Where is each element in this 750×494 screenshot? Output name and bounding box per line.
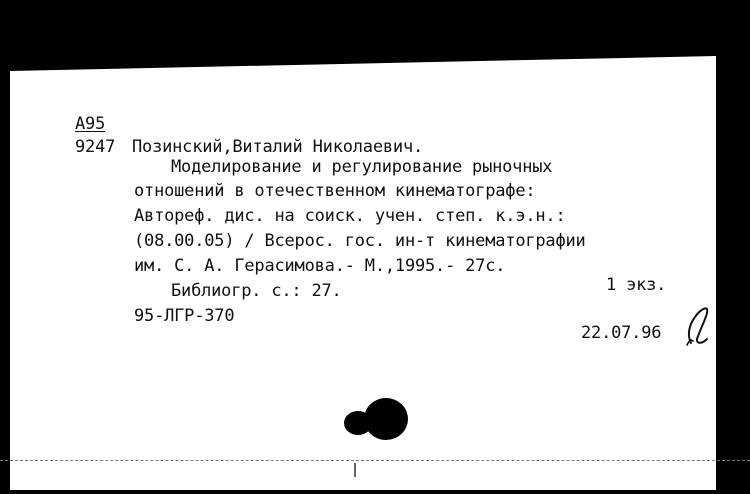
title-line-5: им. С. А. Герасимова.- М.,1995.- 27с. <box>134 256 506 276</box>
date-stamp: 22.07.96 <box>581 323 662 343</box>
accession-number: 9247 <box>75 137 116 157</box>
punch-hole <box>342 397 410 445</box>
title-line-2: отношений в отечественном кинематографе: <box>134 181 536 201</box>
bibliography-note: Библиогр. с.: 27. <box>171 281 342 301</box>
catalog-code: 95-ЛГР-370 <box>134 306 235 326</box>
bottom-rule <box>0 460 750 461</box>
rule-tick <box>354 463 356 477</box>
title-line-3: Автореф. дис. на соиск. учен. степ. к.э.н.: <box>134 206 566 226</box>
copies-count: 1 экз. <box>606 275 667 295</box>
title-line-4: (08.00.05) / Всерос. гос. ин-т кинематографии <box>134 231 586 251</box>
shelf-code: А95 <box>75 114 106 134</box>
title-line-1: Моделирование и регулирование рыночных <box>171 157 553 177</box>
author-heading: Позинский,Виталий Николаевич. <box>132 137 424 157</box>
handwritten-mark <box>683 305 717 347</box>
